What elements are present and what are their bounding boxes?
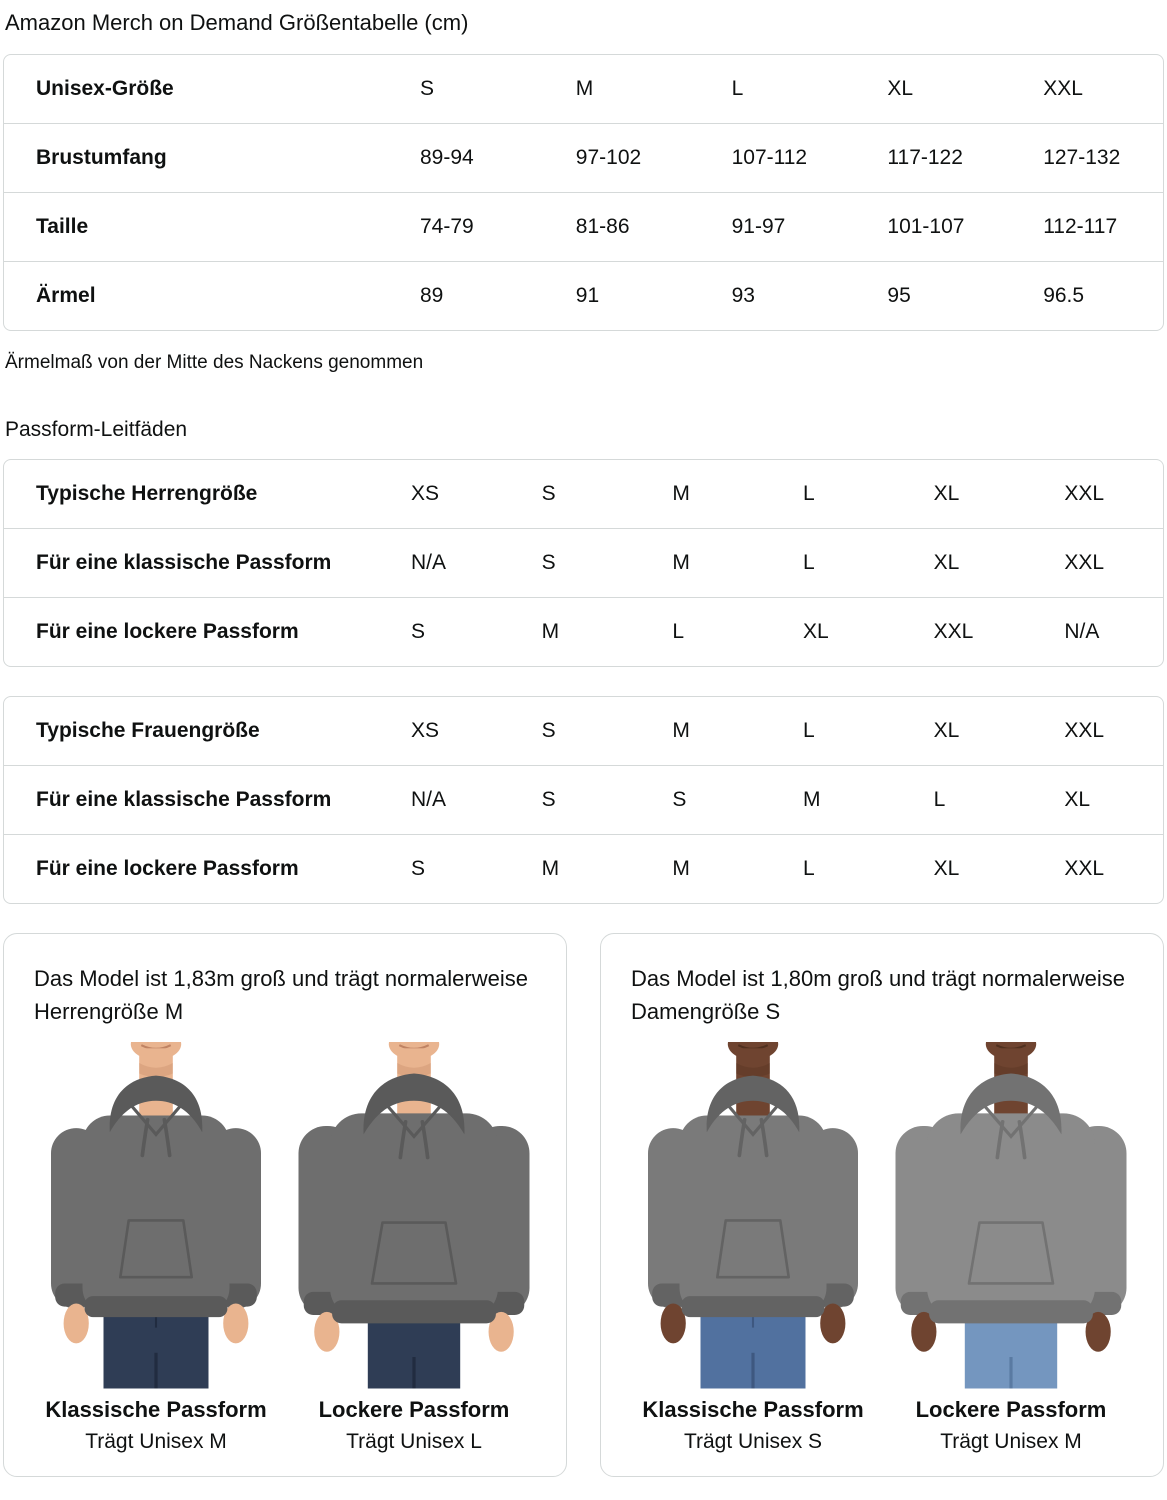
- women-fit-table: [3, 696, 1164, 904]
- men-figures: [30, 1042, 540, 1454]
- table-row: [4, 528, 1163, 597]
- size-cell: N/A: [411, 551, 447, 574]
- size-cell: S: [541, 482, 556, 505]
- size-cell: S: [541, 788, 556, 811]
- size-cell: 101-107: [887, 215, 965, 238]
- fit-caption: Lockere Passform: [915, 1396, 1107, 1422]
- size-cell: M: [575, 77, 594, 100]
- size-cell: M: [672, 857, 690, 880]
- size-cell: XL: [803, 620, 829, 643]
- size-cell: S: [541, 551, 556, 574]
- size-cell: 91-97: [731, 215, 786, 238]
- size-cell: M: [541, 620, 560, 643]
- table-row: [4, 192, 1163, 261]
- row-label: Taille: [36, 215, 89, 238]
- size-cell: S: [541, 719, 556, 742]
- size-cell: XL: [933, 719, 960, 742]
- table-row: [4, 55, 1163, 123]
- figure-caption-block: [885, 1397, 1137, 1454]
- fit-caption: Lockere Passform: [318, 1396, 510, 1422]
- table-row: [4, 765, 1163, 834]
- size-cell: S: [672, 788, 687, 811]
- table-row: [4, 261, 1163, 330]
- table-row: [4, 460, 1163, 528]
- size-cell: XS: [411, 482, 440, 505]
- size-cell: 93: [731, 284, 755, 307]
- sleeve-measure-note: Ärmelmaß von der Mitte des Nackens genommen: [5, 352, 424, 373]
- row-label: Für eine klassische Passform: [36, 551, 332, 574]
- size-cell: L: [803, 857, 815, 880]
- size-cell: L: [803, 719, 815, 742]
- figure-woman-loose: [885, 1042, 1137, 1454]
- size-cell: 95: [887, 284, 911, 307]
- fit-guides-heading: Passform-Leitfäden: [5, 418, 188, 441]
- page-title: Amazon Merch on Demand Größentabelle (cm): [5, 10, 469, 35]
- size-cell: XXL: [1064, 857, 1105, 880]
- men-model-card: [3, 933, 567, 1477]
- size-cell: 91: [575, 284, 600, 307]
- size-cell: M: [672, 719, 690, 742]
- size-cell: M: [803, 788, 821, 811]
- size-cell: 117-122: [887, 146, 963, 169]
- men-model-description: Das Model ist 1,83m groß und trägt normalerweise Herrengröße M: [34, 966, 528, 1024]
- row-label: Für eine lockere Passform: [36, 857, 299, 880]
- size-cell: 127-132: [1043, 146, 1121, 169]
- size-cell: XXL: [933, 620, 974, 643]
- size-cell: S: [411, 620, 426, 643]
- figure-caption-block: [627, 1397, 879, 1454]
- table-row: [4, 597, 1163, 666]
- figure-caption-block: [288, 1397, 540, 1454]
- figure-woman-classic: [627, 1042, 879, 1454]
- woman-loose-hoodie-photo: [885, 1042, 1137, 1389]
- size-cell: M: [672, 551, 690, 574]
- figure-man-loose: [288, 1042, 540, 1454]
- size-cell: 74-79: [420, 215, 474, 238]
- fit-subcaption: Trägt Unisex L: [346, 1429, 482, 1453]
- women-figures: [627, 1042, 1137, 1454]
- size-cell: XXL: [1043, 77, 1083, 100]
- size-cell: 81-86: [575, 215, 630, 238]
- table-row: [4, 697, 1163, 765]
- table-row: [4, 834, 1163, 903]
- size-cell: XL: [933, 857, 960, 880]
- size-cell: 96.5: [1043, 284, 1085, 307]
- fit-subcaption: Trägt Unisex M: [85, 1429, 227, 1453]
- size-cell: XXL: [1064, 482, 1105, 505]
- size-cell: XXL: [1064, 719, 1105, 742]
- row-label: Ärmel: [36, 284, 96, 307]
- size-cell: S: [411, 857, 426, 880]
- woman-classic-hoodie-photo: [627, 1042, 879, 1389]
- size-cell: 107-112: [731, 146, 808, 169]
- size-cell: 112-117: [1043, 215, 1118, 238]
- women-model-card: [600, 933, 1164, 1477]
- size-cell: XL: [887, 77, 914, 100]
- size-cell: L: [803, 551, 815, 574]
- size-cell: XL: [933, 551, 960, 574]
- size-cell: N/A: [411, 788, 447, 811]
- size-cell: XL: [933, 482, 960, 505]
- size-cell: 89-94: [420, 146, 474, 169]
- model-cards: [3, 933, 1164, 1477]
- men-fit-table: [3, 459, 1164, 667]
- size-cell: M: [672, 482, 690, 505]
- size-cell: 97-102: [575, 146, 642, 169]
- fit-subcaption: Trägt Unisex S: [683, 1429, 823, 1453]
- size-cell: S: [420, 77, 435, 100]
- size-cell: N/A: [1064, 620, 1100, 643]
- size-cell: L: [731, 77, 744, 100]
- man-loose-hoodie-photo: [288, 1042, 540, 1389]
- table-row: [4, 123, 1163, 192]
- fit-caption: Klassische Passform: [45, 1396, 267, 1422]
- women-model-description: Das Model ist 1,80m groß und trägt normalerweise Damengröße S: [631, 966, 1125, 1024]
- row-label: Für eine klassische Passform: [36, 788, 332, 811]
- size-cell: L: [803, 482, 815, 505]
- size-cell: L: [672, 620, 685, 643]
- fit-caption: Klassische Passform: [642, 1396, 864, 1422]
- row-label: Brustumfang: [36, 146, 167, 169]
- size-cell: XS: [411, 719, 440, 742]
- man-classic-hoodie-photo: [30, 1042, 282, 1389]
- fit-subcaption: Trägt Unisex M: [940, 1429, 1082, 1453]
- unisex-size-table: [3, 54, 1164, 331]
- row-label: Typische Herrengröße: [36, 482, 258, 505]
- size-cell: L: [933, 788, 946, 811]
- figure-caption-block: [30, 1397, 282, 1454]
- size-cell: M: [541, 857, 560, 880]
- row-label: Unisex-Größe: [36, 77, 174, 100]
- figure-man-classic: [30, 1042, 282, 1454]
- size-cell: XL: [1064, 788, 1091, 811]
- row-label: Typische Frauengröße: [36, 719, 260, 742]
- row-label: Für eine lockere Passform: [36, 620, 299, 643]
- size-cell: XXL: [1064, 551, 1105, 574]
- size-cell: 89: [420, 284, 444, 307]
